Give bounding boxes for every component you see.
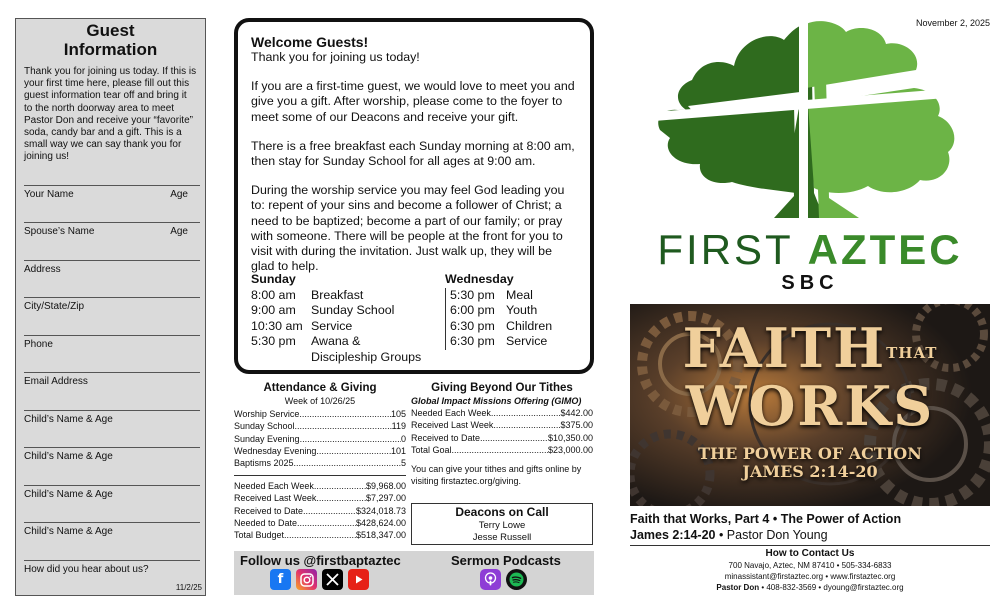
giving-row: Total Budget ..... $518,347.00 [234,529,406,541]
attendance-row: Wednesday Evening ..... 101 [234,445,406,457]
deacons-title: Deacons on Call [455,505,549,519]
giving-beyond-tithes [411,382,593,487]
spotify-icon[interactable] [506,569,527,590]
guest-card-intro: Thank you for joining us today. If this is your first time here, please fill out this guest information tear off and bring it to the north doorway area to meet Pastor Don and receive your “favorite” soda, candy bar and a gift. This is a small way we can say thank you for joining us! [24,66,197,163]
contact-address: 700 Navajo, Aztec, NM 87410 • 505-334-6833 [728,561,892,570]
sermon-reference: James 2:14-20 [630,528,716,542]
brand-aztec: AZTEC [807,226,963,273]
welcome-paragraph-invitation: During the worship service you may feel God leading you to: repent of your sins and become a follower of Christ; a need to be baptized; become a part of our family; or pray with someone. There will be people at the front for you to visit with during the invitation. Just walk up, they will be glad to help. [251,183,565,274]
wednesday-schedule [445,272,552,350]
beyond-subtitle: Global Impact Missions Offering (GIMO) [411,396,582,406]
divider [234,475,406,476]
divider [630,545,990,546]
giving-row: Received to Date ..... $324,018.73 [234,505,406,517]
guest-card-title: Guest Information [63,21,158,59]
canopy-bottom-left [658,106,796,193]
x-icon[interactable] [322,569,343,590]
canopy-top-right [806,21,917,88]
guest-card-date: 11/2/25 [175,583,202,592]
field-child-3[interactable]: Child’s Name & Age [24,485,200,500]
attendance-week: Week of 10/26/25 [284,396,356,406]
attendance-row: Worship Service ..... 105 [234,408,406,420]
deacons-on-call [411,503,593,545]
field-child-4[interactable]: Child’s Name & Age [24,522,200,537]
guest-information-card [15,18,206,596]
gimo-row: Needed Each Week ..... $442.00 [411,407,593,419]
banner-that: THAT [886,343,938,362]
giving-row: Received Last Week ..... $7,297.00 [234,492,406,504]
field-how-heard[interactable]: How did you hear about us? [24,560,200,575]
online-giving-note: You can give your tithes and gifts online by visiting firstaztec.org/giving. [411,464,582,486]
schedule-row: 5:30 pm Meal [450,287,533,302]
attendance-row: Baptisms 2025 ..... 5 [234,457,406,469]
field-your-name[interactable]: Your Name Age [24,185,200,200]
gimo-row: Received to Date ..... $10,350.00 [411,432,593,444]
schedule-row: 10:30 am Service [251,318,353,333]
follow-heading: Follow us @firstbaptaztec [240,553,401,568]
facebook-icon[interactable]: f [270,569,291,590]
field-child-2[interactable]: Child’s Name & Age [24,447,200,462]
sunday-schedule [251,272,429,365]
social-bar [234,551,594,595]
schedule-row: 6:30 pm Children [450,318,553,333]
brand-wordmark [630,226,990,274]
field-email[interactable]: Email Address [24,372,200,387]
attendance-row: Sunday Evening ..... 0 [234,433,406,445]
apple-podcasts-icon[interactable] [480,569,501,590]
sunday-heading: Sunday [251,272,296,286]
contact-info [630,548,990,593]
contact-web: minassistant@firstaztec.org • www.firstaztec.org [724,572,896,581]
attendance-row: Sunday School ..... 119 [234,420,406,432]
sermon-pastor: • Pastor Don Young [715,528,828,542]
field-phone[interactable]: Phone [24,335,200,350]
wednesday-heading: Wednesday [445,272,514,286]
bulletin-date: November 2, 2025 [916,18,991,28]
youtube-icon[interactable] [348,569,369,590]
attendance-giving [234,382,406,541]
brand-first: FIRST [657,226,793,273]
schedule-row: 5:30 pm Awana & Discipleship Groups [251,334,422,364]
gimo-row: Received Last Week ..... $375.00 [411,419,593,431]
attendance-title: Attendance & Giving [263,382,377,394]
welcome-thanks: Thank you for joining us today! [251,50,420,64]
banner-works: WORKS [685,374,935,438]
banner-scripture: JAMES 2:14-20 [742,462,878,481]
instagram-icon[interactable] [296,569,317,590]
giving-row: Needed to Date ..... $428,624.00 [234,517,406,529]
sermon-title: Faith that Works, Part 4 • The Power of Action [630,512,902,526]
schedule-row: 9:00 am Sunday School [251,303,395,317]
banner-faith: FAITHTHAT [682,316,938,380]
sermon-series-banner [630,304,990,506]
podcasts-heading: Sermon Podcasts [451,553,561,568]
schedule-row: 6:30 pm Service [450,334,548,348]
beyond-title: Giving Beyond Our Tithes [431,382,573,394]
deacon-name: Jesse Russell [472,532,532,543]
field-child-1[interactable]: Child’s Name & Age [24,410,200,425]
gimo-row: Total Goal ..... $23,000.00 [411,444,593,456]
schedule-row: 6:00 pm Youth [450,303,538,317]
schedule-row: 8:00 am Breakfast [251,287,364,302]
field-address[interactable]: Address [24,260,200,275]
field-spouse-name[interactable]: Spouse’s Name Age [24,222,200,237]
welcome-title: Welcome Guests! [251,34,369,50]
deacon-name: Terry Lowe [478,520,526,531]
tree-cross-logo [654,18,984,230]
welcome-paragraph-breakfast: There is a free breakfast each Sunday morning at 8:00 am, then stay for Sunday School for all ages at 9:00 am. [251,138,575,169]
field-city-state-zip[interactable]: City/State/Zip [24,297,200,312]
contact-pastor: Pastor Don • 408-832-3569 • dyoung@firstaztec.org [716,583,904,592]
brand-sbc: SBC [781,272,839,294]
welcome-paragraph-gift: If you are a first-time guest, we would love to meet you and give you a gift. After worship, please come to the foyer to meet some of our Deacons and receive your gift. [251,79,575,124]
banner-subtitle: THE POWER OF ACTION [698,444,922,463]
contact-title: How to Contact Us [765,548,855,559]
welcome-guests-box [234,18,594,374]
giving-row: Needed Each Week ..... $9,968.00 [234,480,406,492]
canopy-top-left [678,26,800,113]
sermon-info [630,511,990,546]
